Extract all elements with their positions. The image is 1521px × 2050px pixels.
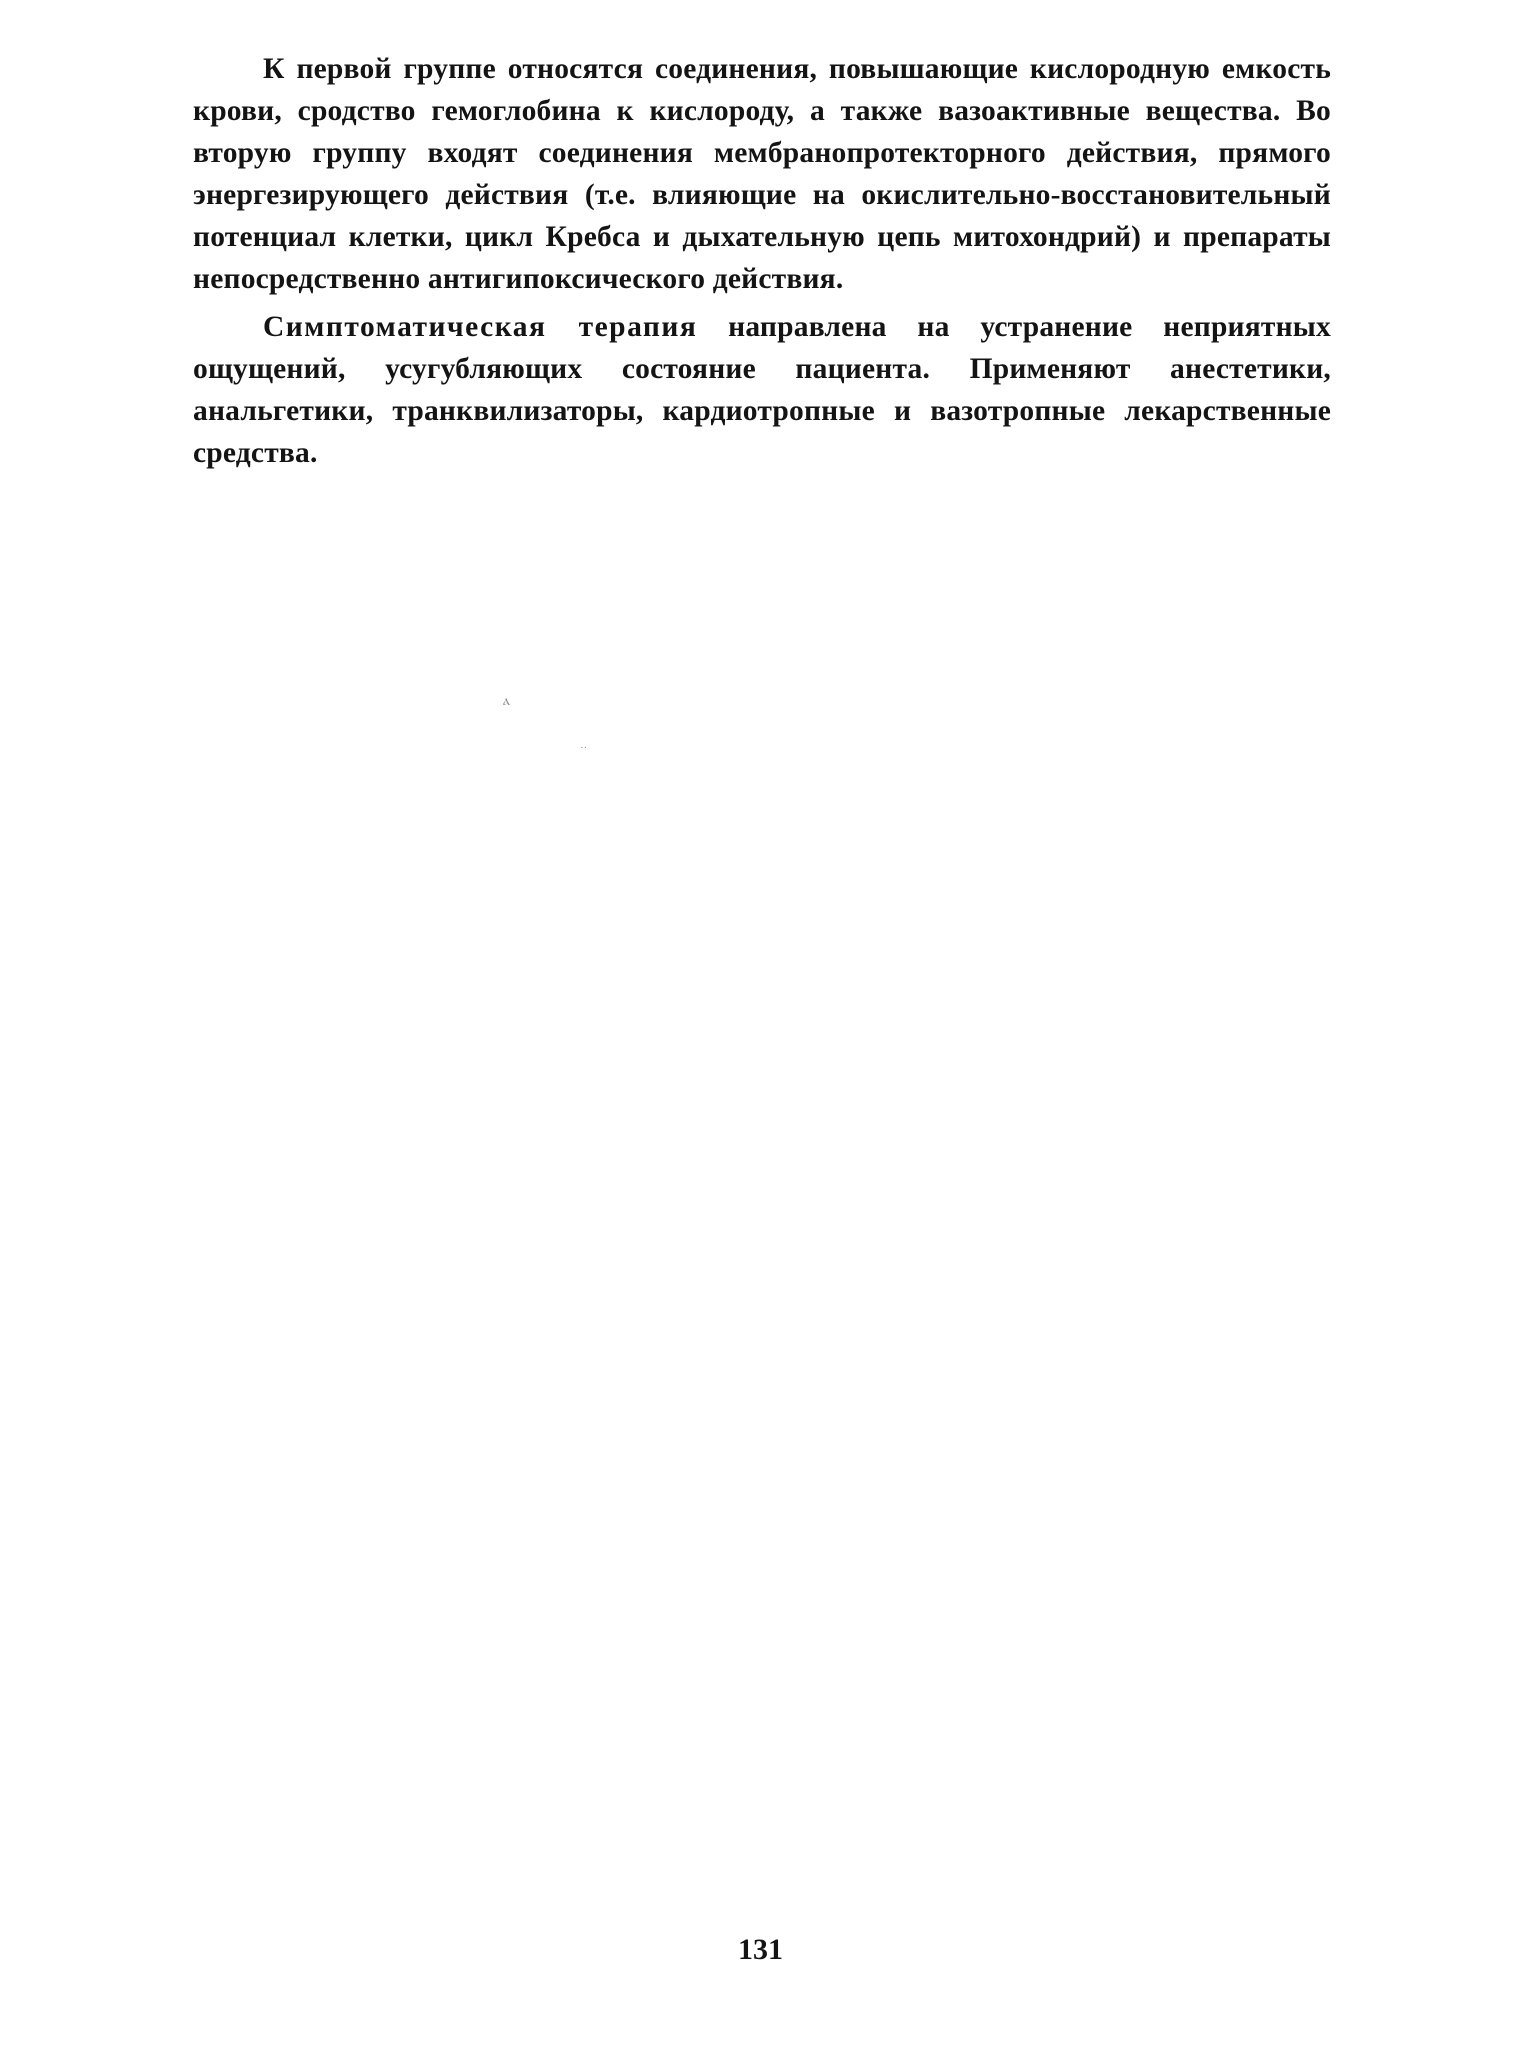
paragraph-antihypoxants: К первой группе относятся соединения, повышающие кислородную емкость крови, сродство гемоглобина к кислороду, а также вазоактивные вещества. Во вторую группу входят соединения мембранопротекторного действия, прямого энергезирующего действия (т.е. влияющие на окислительно-восстановительный потенциал клетки, цикл Кребса и дыхательную цепь митохондрий) и препараты непосредственно антигипоксического действия. xyxy=(193,53,1331,295)
term-symptomatic-therapy: Симптоматическая терапия xyxy=(263,311,698,343)
page-number: 131 xyxy=(738,1933,783,1966)
paragraph-symptomatic-therapy-text: направлена на устранение неприятных ощущений, усугубляющих состояние пациента. Применяют анестетики, анальгетики, транквилизаторы, кардиотропные и вазотропные лекарственные средства. xyxy=(193,311,1331,469)
paragraph-symptomatic-therapy xyxy=(193,306,1331,474)
scan-artifact: ⲁ xyxy=(503,694,510,709)
scan-artifact: ·· xyxy=(580,742,588,754)
body-text xyxy=(193,48,1331,480)
